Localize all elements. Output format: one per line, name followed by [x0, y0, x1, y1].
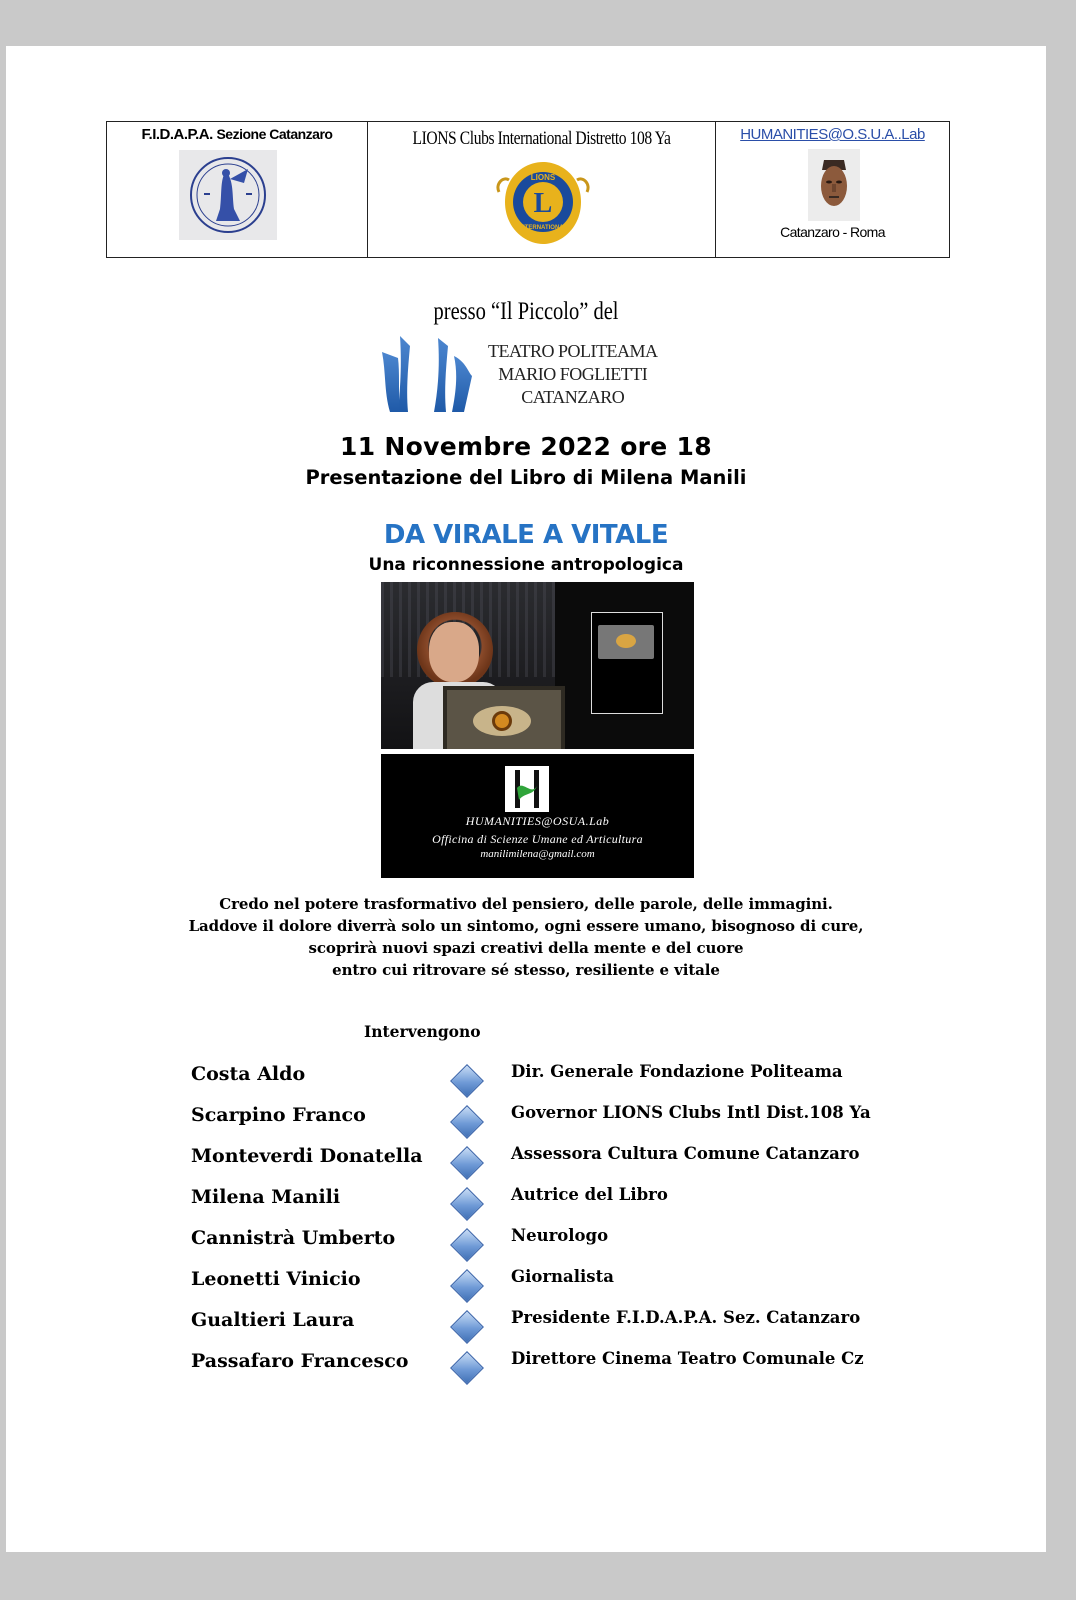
humanities-cell [716, 122, 949, 257]
book-cover-image [591, 612, 663, 714]
poster-page [6, 46, 1046, 1552]
svg-text:INTERNATIONAL: INTERNATIONAL [518, 225, 568, 231]
fidapa-title: F.I.D.A.P.A. Sezione Catanzaro [141, 126, 333, 143]
speaker-role: Direttore Cinema Teatro Comunale Cz [511, 1349, 864, 1368]
diamond-bullet-icon [450, 1146, 484, 1180]
speaker-name: Costa Aldo [191, 1063, 306, 1085]
author-portrait [381, 582, 555, 749]
speaker-row [191, 1264, 911, 1305]
humanities-banner [381, 754, 694, 878]
venue-intro: presso “Il Piccolo” del [433, 298, 619, 325]
event-presentation: Presentazione del Libro di Milena Manili [305, 466, 747, 489]
fidapa-cell [107, 122, 368, 257]
speaker-row [191, 1182, 911, 1223]
lions-title: LIONS Clubs International Distretto 108 Ya [412, 128, 671, 149]
theatre-name: TEATRO POLITEAMA MARIO FOGLIETTI CATANZARO [488, 341, 658, 407]
diamond-bullet-icon [450, 1064, 484, 1098]
speaker-role: Assessora Cultura Comune Catanzaro [511, 1144, 860, 1163]
banner-lab-name: HUMANITIES@OSUA.Lab [465, 814, 610, 828]
speaker-name: Gualtieri Laura [191, 1309, 355, 1331]
diamond-bullet-icon [450, 1187, 484, 1221]
eye-painting [443, 686, 565, 749]
speaker-name: Cannistrà Umberto [191, 1227, 396, 1249]
svg-text:LIONS: LIONS [530, 173, 556, 182]
speaker-row [191, 1305, 911, 1346]
humanities-h-logo [505, 766, 549, 812]
speaker-role: Autrice del Libro [511, 1185, 668, 1204]
speaker-name: Leonetti Vinicio [191, 1268, 361, 1290]
lions-logo [495, 156, 591, 248]
theatre-emblem-icon [376, 332, 486, 420]
book-subtitle: Una riconnessione antropologica [368, 555, 684, 575]
svg-text:L: L [533, 188, 553, 219]
speaker-name: Monteverdi Donatella [191, 1145, 423, 1167]
diamond-bullet-icon [450, 1351, 484, 1385]
speaker-row [191, 1141, 911, 1182]
speaker-row [191, 1346, 911, 1387]
header-logos-table [106, 121, 950, 258]
diamond-bullet-icon [450, 1105, 484, 1139]
diamond-bullet-icon [450, 1269, 484, 1303]
speaker-row [191, 1059, 911, 1100]
location-caption: Catanzaro - Roma [780, 224, 885, 240]
fidapa-logo [179, 150, 277, 240]
speaker-row [191, 1100, 911, 1141]
speakers-heading: Intervengono [364, 1022, 481, 1041]
author-photo [381, 582, 694, 749]
speaker-role: Neurologo [511, 1226, 609, 1245]
diamond-bullet-icon [450, 1228, 484, 1262]
speaker-name: Milena Manili [191, 1186, 341, 1208]
banner-email: manilimilena@gmail.com [480, 848, 595, 860]
author-quote: Credo nel potere trasformativo del pensiero, delle parole, delle immagini. Laddove il dolore diverrà solo un sintomo, ogni essere umano, bisognoso di cure, scoprirà nuovi spazi creativi della mente e del cuore entro cui ritrovare sé stesso, resiliente e vitale [188, 895, 864, 979]
speaker-role: Dir. Generale Fondazione Politeama [511, 1062, 843, 1081]
speakers-list [191, 1059, 911, 1387]
mask-image [808, 149, 860, 221]
book-title: DA VIRALE A VITALE [383, 520, 669, 550]
lions-cell [368, 122, 716, 257]
speaker-name: Passafaro Francesco [191, 1350, 409, 1372]
speaker-name: Scarpino Franco [191, 1104, 366, 1126]
diamond-bullet-icon [450, 1310, 484, 1344]
speaker-role: Presidente F.I.D.A.P.A. Sez. Catanzaro [511, 1308, 861, 1327]
event-date: 11 Novembre 2022 ore 18 [340, 432, 712, 461]
speaker-row [191, 1223, 911, 1264]
humanities-link[interactable]: HUMANITIES@O.S.U.A..Lab [740, 126, 925, 143]
theatre-logo [376, 332, 666, 420]
speaker-role: Governor LIONS Clubs Intl Dist.108 Ya [511, 1103, 871, 1122]
speaker-role: Giornalista [511, 1267, 614, 1286]
banner-tagline: Officina di Scienze Umane ed Articultura [432, 832, 643, 846]
